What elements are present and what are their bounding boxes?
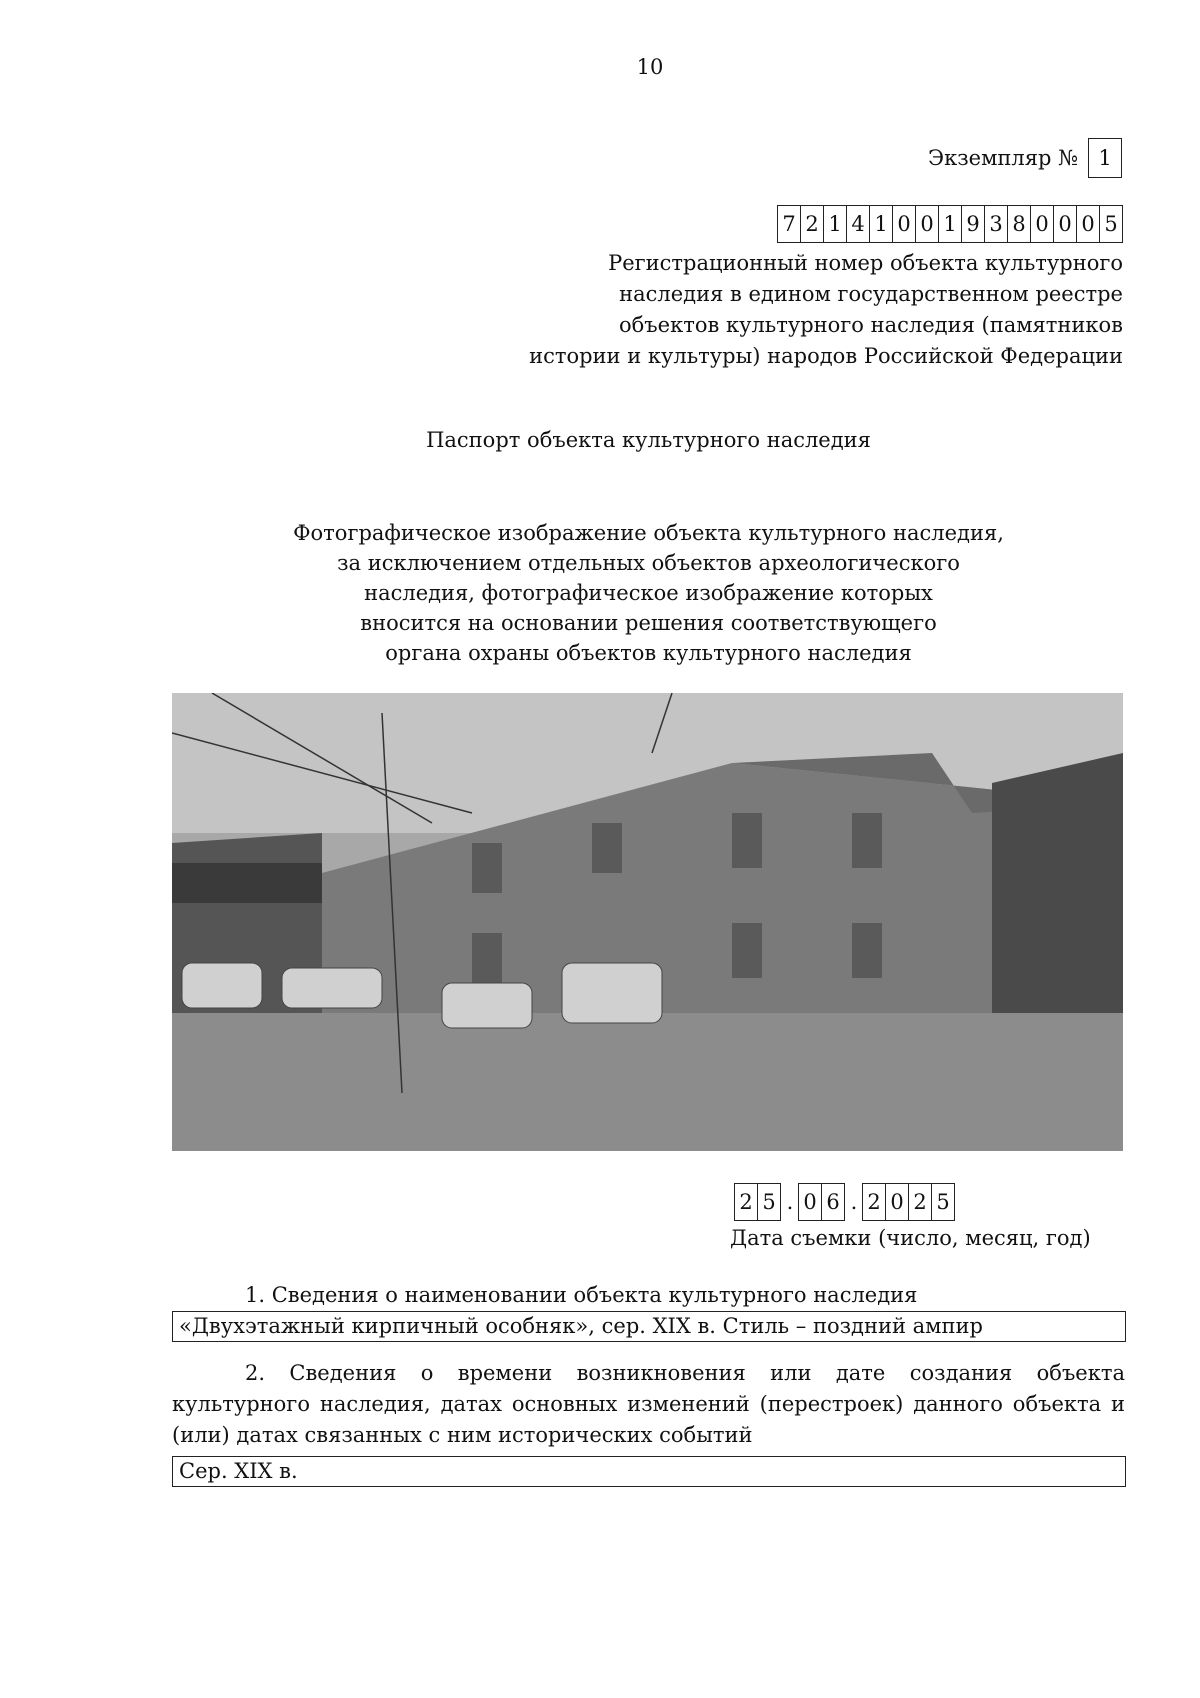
reg-digit: 1 bbox=[823, 205, 847, 243]
copy-value: 1 bbox=[1088, 138, 1122, 178]
reg-digit: 5 bbox=[1099, 205, 1123, 243]
date-digit: 0 bbox=[885, 1183, 909, 1221]
section-1-heading: 1. Сведения о наименовании объекта культурного наследия bbox=[245, 1283, 918, 1307]
reg-digit: 9 bbox=[961, 205, 985, 243]
date-digit: 5 bbox=[757, 1183, 781, 1221]
date-digit: 6 bbox=[821, 1183, 845, 1221]
reg-digit: 3 bbox=[984, 205, 1008, 243]
date-digit: 2 bbox=[734, 1183, 758, 1221]
page-title: Паспорт объекта культурного наследия bbox=[426, 428, 871, 452]
section-2-heading: 2. Сведения о времени возникновения или дате создания объекта культурного наследия, датах основных изменений (перестроек) данного объекта и (или) датах связанных с ним исторических событий bbox=[172, 1361, 1125, 1447]
reg-digit: 0 bbox=[1030, 205, 1054, 243]
reg-digit: 2 bbox=[800, 205, 824, 243]
photo-date bbox=[735, 1183, 955, 1221]
date-digit: 0 bbox=[798, 1183, 822, 1221]
caption-line: вносится на основании решения соответствующего bbox=[360, 611, 937, 635]
reg-digit: 0 bbox=[892, 205, 916, 243]
section-2-value: Сер. XIX в. bbox=[172, 1456, 1126, 1487]
building-photo bbox=[172, 693, 1123, 1151]
reg-digit: 8 bbox=[1007, 205, 1031, 243]
date-separator: . bbox=[786, 1190, 794, 1214]
date-caption: Дата съемки (число, месяц, год) bbox=[730, 1226, 1091, 1250]
caption-line: Фотографическое изображение объекта культурного наследия, bbox=[293, 521, 1004, 545]
reg-digit: 0 bbox=[915, 205, 939, 243]
reg-digit: 0 bbox=[1053, 205, 1077, 243]
reg-digit: 7 bbox=[777, 205, 801, 243]
reg-digit: 1 bbox=[869, 205, 893, 243]
registration-caption bbox=[529, 248, 1123, 372]
copy-label: Экземпляр № bbox=[928, 146, 1078, 170]
caption-line: объектов культурного наследия (памятников bbox=[619, 313, 1123, 337]
date-separator: . bbox=[850, 1190, 858, 1214]
caption-line: наследия в едином государственном реестре bbox=[619, 282, 1123, 306]
caption-line: органа охраны объектов культурного наследия bbox=[385, 641, 912, 665]
date-digit: 5 bbox=[931, 1183, 955, 1221]
photo-caption bbox=[172, 518, 1125, 668]
date-digit: 2 bbox=[862, 1183, 886, 1221]
registration-number bbox=[778, 205, 1123, 243]
reg-digit: 0 bbox=[1076, 205, 1100, 243]
date-digit: 2 bbox=[908, 1183, 932, 1221]
caption-line: истории и культуры) народов Российской Федерации bbox=[529, 344, 1123, 368]
caption-line: за исключением отдельных объектов археологического bbox=[337, 551, 960, 575]
section-1-value: «Двухэтажный кирпичный особняк», сер. XIX в. Стиль – поздний ампир bbox=[172, 1311, 1126, 1342]
caption-line: Регистрационный номер объекта культурного bbox=[608, 251, 1123, 275]
reg-digit: 4 bbox=[846, 205, 870, 243]
page-number: 10 bbox=[636, 55, 664, 79]
copy-number bbox=[928, 138, 1122, 178]
caption-line: наследия, фотографическое изображение которых bbox=[364, 581, 933, 605]
reg-digit: 1 bbox=[938, 205, 962, 243]
